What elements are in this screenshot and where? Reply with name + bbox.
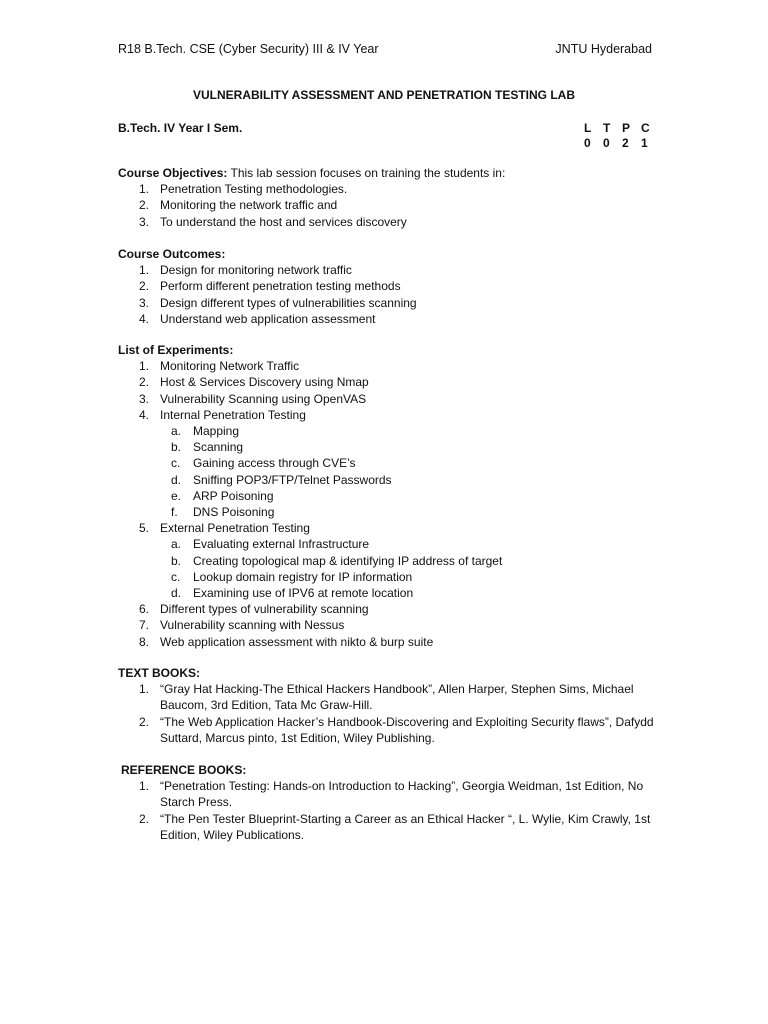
list-item-number: 4. xyxy=(139,407,150,422)
list-item-number: 4. xyxy=(139,311,150,326)
reference-books-heading: REFERENCE BOOKS: xyxy=(121,763,247,777)
list-item-text: Internal Penetration Testing xyxy=(160,407,306,422)
experiment-subitem xyxy=(118,536,658,552)
experiment-subitem xyxy=(118,455,658,471)
course-objectives-intro: This lab session focuses on training the students in: xyxy=(227,166,506,180)
ltpc-label: C xyxy=(641,121,650,135)
list-item-text: ARP Poisoning xyxy=(193,488,274,503)
list-item-text: Lookup domain registry for IP information xyxy=(193,569,413,584)
ltpc-value: 1 xyxy=(641,136,648,150)
list-item-number: d. xyxy=(171,586,182,601)
list-item-text: Sniffing POP3/FTP/Telnet Passwords xyxy=(193,472,392,487)
experiment-item xyxy=(118,617,658,633)
ltpc-label: T xyxy=(603,121,611,135)
experiment-subitem xyxy=(118,553,658,569)
list-item-number: 1. xyxy=(139,779,150,794)
book-item xyxy=(118,778,661,810)
list-item-number: c. xyxy=(171,456,181,471)
list-item-number: d. xyxy=(171,472,182,487)
running-header-university: JNTU Hyderabad xyxy=(555,42,652,56)
list-item-text: External Penetration Testing xyxy=(160,521,310,536)
experiment-item xyxy=(118,520,658,536)
course-objectives-heading-line xyxy=(118,165,658,181)
ltpc-labels-row xyxy=(584,121,660,136)
experiment-item xyxy=(118,601,658,617)
list-item-text: Gaining access through CVE’s xyxy=(193,456,356,471)
experiment-subitem xyxy=(118,439,658,455)
list-item-number: a. xyxy=(171,537,182,552)
list-item-text: Evaluating external Infrastructure xyxy=(193,537,370,552)
list-item-text: Web application assessment with nikto & burp suite xyxy=(160,634,434,649)
ltpc-value: 0 xyxy=(584,136,591,150)
list-item-text: Vulnerability scanning with Nessus xyxy=(160,618,345,633)
list-item-text: Understand web application assessment xyxy=(160,311,376,326)
ltpc-table xyxy=(584,121,660,151)
list-item-text: “The Web Application Hacker’s Handbook-Discovering and Exploiting Security flaws”, Dafydd Suttard, Marcus pinto, 1st Edition, Wiley Publishing. xyxy=(160,714,654,745)
list-item-text: Scanning xyxy=(193,440,244,455)
list-item xyxy=(118,262,658,278)
ltpc-value: 0 xyxy=(603,136,610,150)
list-item-number: 2. xyxy=(139,375,150,390)
list-item xyxy=(118,214,658,230)
text-books-heading: TEXT BOOKS: xyxy=(118,666,201,680)
list-item-text: Design different types of vulnerabilities scanning xyxy=(160,295,417,310)
semester-label: B.Tech. IV Year I Sem. xyxy=(118,121,243,135)
experiment-item xyxy=(118,634,658,650)
book-item xyxy=(118,714,658,746)
running-header-course: R18 B.Tech. CSE (Cyber Security) III & IV Year xyxy=(118,42,379,56)
list-item-text: Design for monitoring network traffic xyxy=(160,263,352,278)
list-item-text: DNS Poisoning xyxy=(193,505,275,520)
course-objectives-heading: Course Objectives: xyxy=(118,166,228,180)
book-item xyxy=(118,681,658,713)
page-title: VULNERABILITY ASSESSMENT AND PENETRATION TESTING LAB xyxy=(192,88,576,102)
book-item xyxy=(118,811,661,843)
list-item-number: 2. xyxy=(139,811,150,826)
list-item-number: f. xyxy=(171,505,178,520)
ltpc-label: P xyxy=(622,121,631,135)
experiment-subitem xyxy=(118,504,658,520)
list-item-number: 1. xyxy=(139,263,150,278)
list-item-number: 5. xyxy=(139,521,150,536)
list-item xyxy=(118,311,658,327)
list-item-number: 2. xyxy=(139,279,150,294)
list-item-number: 6. xyxy=(139,602,150,617)
list-item-number: b. xyxy=(171,440,182,455)
list-item xyxy=(118,295,658,311)
list-item-text: “Gray Hat Hacking-The Ethical Hackers Handbook”, Allen Harper, Stephen Sims, Michael Baucom, 3rd Edition, Tata Mc Graw-Hill. xyxy=(160,682,634,713)
list-item-text: Mapping xyxy=(193,424,240,439)
experiment-item xyxy=(118,374,658,390)
list-item-number: 3. xyxy=(139,214,150,229)
experiment-subitem xyxy=(118,569,658,585)
experiment-item xyxy=(118,391,658,407)
experiment-subitem xyxy=(118,472,658,488)
course-objectives-section xyxy=(118,165,658,230)
experiment-subitem xyxy=(118,585,658,601)
list-item xyxy=(118,197,658,213)
ltpc-values-row xyxy=(584,136,660,151)
list-item-text: Vulnerability Scanning using OpenVAS xyxy=(160,391,367,406)
experiment-item xyxy=(118,358,658,374)
experiment-item xyxy=(118,407,658,423)
experiments-heading: List of Experiments: xyxy=(118,343,234,357)
ltpc-label: L xyxy=(584,121,592,135)
list-item xyxy=(118,278,658,294)
list-item-text: To understand the host and services discovery xyxy=(160,214,407,229)
list-item-number: a. xyxy=(171,424,182,439)
list-item-text: Monitoring the network traffic and xyxy=(160,198,338,213)
list-item-text: Examining use of IPV6 at remote location xyxy=(193,586,414,601)
list-item xyxy=(118,181,658,197)
list-item-number: 1. xyxy=(139,182,150,197)
experiments-section xyxy=(118,342,658,650)
list-item-number: 2. xyxy=(139,198,150,213)
list-item-number: 7. xyxy=(139,618,150,633)
list-item-number: 3. xyxy=(139,391,150,406)
list-item-number: 3. xyxy=(139,295,150,310)
experiment-subitem xyxy=(118,488,658,504)
ltpc-value: 2 xyxy=(622,136,629,150)
list-item-number: 2. xyxy=(139,714,150,729)
list-item-text: Different types of vulnerability scanning xyxy=(160,602,369,617)
list-item-text: Creating topological map & identifying IP address of target xyxy=(193,553,503,568)
course-outcomes-section xyxy=(118,246,658,327)
reference-books-section xyxy=(121,762,661,843)
list-item-number: 1. xyxy=(139,682,150,697)
list-item-text: Perform different penetration testing methods xyxy=(160,279,401,294)
list-item-text: “Penetration Testing: Hands-on Introduction to Hacking”, Georgia Weidman, 1st Edition, No Starch Press. xyxy=(160,779,644,810)
list-item-text: “The Pen Tester Blueprint-Starting a Career as an Ethical Hacker “, L. Wylie, Kim Crawly, 1st Edition, Wiley Publications. xyxy=(160,811,651,842)
list-item-number: 1. xyxy=(139,359,150,374)
text-books-section xyxy=(118,665,658,746)
course-outcomes-heading: Course Outcomes: xyxy=(118,247,226,261)
list-item-text: Monitoring Network Traffic xyxy=(160,359,300,374)
list-item-number: b. xyxy=(171,553,182,568)
list-item-number: e. xyxy=(171,488,182,503)
list-item-number: 8. xyxy=(139,634,150,649)
list-item-text: Host & Services Discovery using Nmap xyxy=(160,375,369,390)
list-item-text: Penetration Testing methodologies. xyxy=(160,182,348,197)
experiment-subitem xyxy=(118,423,658,439)
list-item-number: c. xyxy=(171,569,181,584)
